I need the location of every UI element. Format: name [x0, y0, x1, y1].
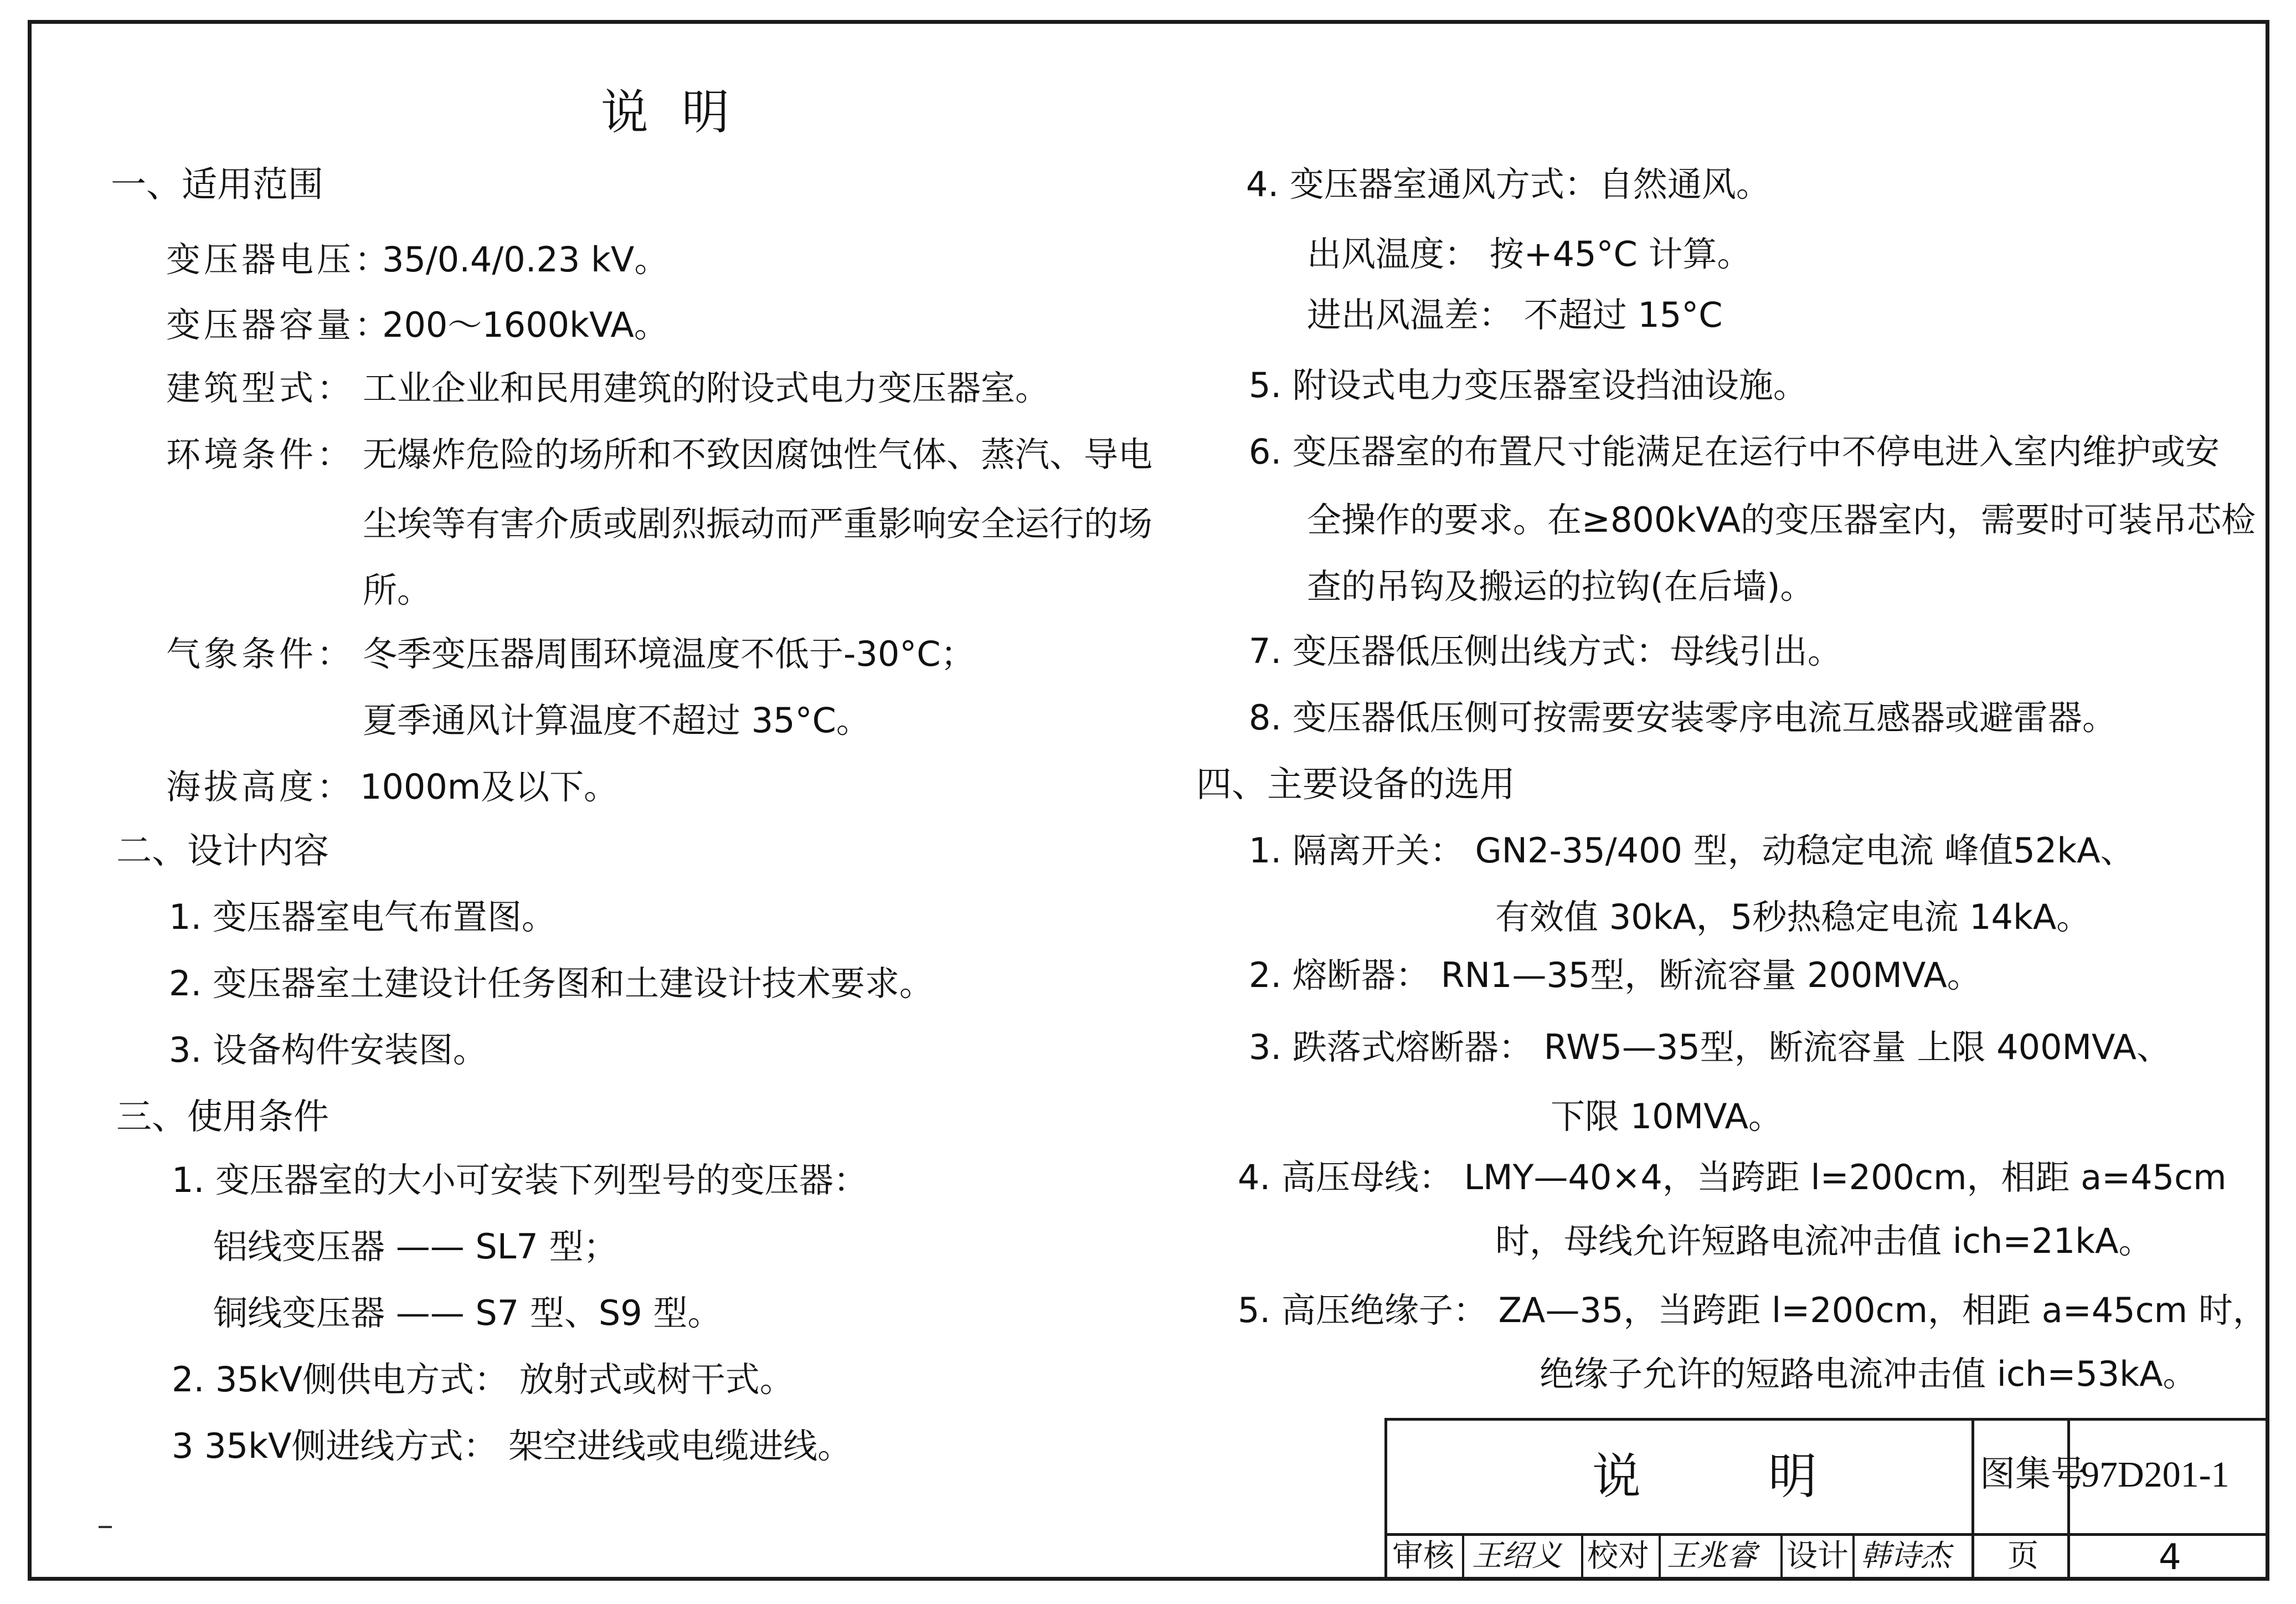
section-2-heading: 二、设计内容 [116, 831, 329, 872]
title-block-col-divider-1 [1971, 1418, 1974, 1581]
section-4-heading: 四、主要设备的选用 [1196, 764, 1515, 805]
building-label: 建筑型式： [166, 368, 355, 408]
voltage-value: 35/0.4/0.23 kV。 [382, 239, 669, 280]
usage-item-6-line-2: 全操作的要求。在≥800kVA的变压器室内，需要时可装吊芯检 [1307, 500, 2256, 540]
usage-item-4: 4. 变压器室通风方式：自然通风。 [1246, 164, 1770, 204]
atlas-number-label: 图集号 [1980, 1454, 2086, 1495]
env-line-3: 所。 [363, 570, 432, 610]
page-label: 页 [2007, 1538, 2038, 1574]
check-label: 校对 [1587, 1538, 1649, 1574]
review-label: 审核 [1392, 1538, 1454, 1574]
usage-item-8: 8. 变压器低压侧可按需要安装零序电流互感器或避雷器。 [1249, 697, 2117, 738]
design-signature: 韩诗杰 [1861, 1538, 1950, 1573]
env-label: 环境条件： [166, 434, 355, 475]
title-block-sig-divider-2 [1581, 1533, 1583, 1581]
climate-line-1: 冬季变压器周围环境温度不低于-30°C； [363, 634, 975, 674]
usage-item-7: 7. 变压器低压侧出线方式：母线引出。 [1249, 631, 1842, 671]
env-line-2: 尘埃等有害介质或剧烈振动而严重影响安全运行的场 [363, 503, 1153, 544]
section-3-heading: 三、使用条件 [116, 1097, 329, 1138]
section-1-heading: 一、适用范围 [111, 164, 323, 205]
usage-item-1: 1. 变压器室的大小可安装下列型号的变压器： [172, 1160, 868, 1200]
equip-item-1-line-1: 1. 隔离开关： GN2-35/400 型，动稳定电流 峰值52kA、 [1249, 830, 2135, 871]
atlas-number: 97D201-1 [2081, 1454, 2230, 1495]
climate-label: 气象条件： [166, 634, 355, 674]
equip-item-3-line-1: 3. 跌落式熔断器： RW5—35型，断流容量 上限 400MVA、 [1249, 1027, 2171, 1067]
capacity-value: 200～1600kVA。 [382, 305, 668, 345]
usage-item-6-line-3: 查的吊钩及搬运的拉钩(在后墙)。 [1307, 566, 1815, 606]
altitude-value: 1000m及以下。 [360, 767, 619, 807]
equip-item-3-line-2: 下限 10MVA。 [1551, 1096, 1783, 1137]
title-block-sig-divider-3 [1659, 1533, 1661, 1581]
env-line-1: 无爆炸危险的场所和不致因腐蚀性气体、蒸汽、导电 [363, 434, 1153, 475]
title-block-col-divider-2 [2067, 1418, 2070, 1581]
usage-item-4a: 出风温度： 按+45°C 计算。 [1307, 234, 1752, 274]
title-block-left-border [1384, 1418, 1387, 1581]
title-block-title: 说明 [1592, 1448, 1945, 1505]
equip-item-4-line-2: 时，母线允许短路电流冲击值 ich=21kA。 [1495, 1221, 2153, 1261]
usage-item-1a: 铝线变压器 —— SL7 型； [213, 1226, 618, 1267]
building-value: 工业企业和民用建筑的附设式电力变压器室。 [363, 368, 1050, 408]
capacity-label: 变压器容量： [166, 305, 393, 345]
equip-item-5-line-2: 绝缘子允许的短路电流冲击值 ich=53kA。 [1540, 1354, 2197, 1394]
stray-mark [99, 1526, 112, 1528]
climate-line-2: 夏季通风计算温度不超过 35°C。 [363, 700, 871, 741]
usage-item-3: 3 35kV侧进线方式： 架空进线或电缆进线。 [172, 1426, 852, 1466]
usage-item-4b: 进出风温差： 不超过 15°C [1307, 295, 1723, 335]
equip-item-4-line-1: 4. 高压母线： LMY—40×4，当跨距 l=200cm，相距 a=45cm [1238, 1157, 2227, 1197]
title-block-row-divider [1384, 1533, 2269, 1536]
title-block [1384, 1418, 2269, 1581]
title-block-top-border [1384, 1418, 2269, 1421]
usage-item-1b: 铜线变压器 —— S7 型、S9 型。 [213, 1293, 722, 1333]
equip-item-1-line-2: 有效值 30kA，5秒热稳定电流 14kA。 [1495, 897, 2091, 937]
design-label: 设计 [1787, 1538, 1849, 1574]
title-block-sig-divider-1 [1462, 1533, 1464, 1581]
usage-item-5: 5. 附设式电力变压器室设挡油设施。 [1249, 365, 1808, 405]
equip-item-2: 2. 熔断器： RN1—35型，断流容量 200MVA。 [1249, 955, 1981, 995]
usage-item-2: 2. 35kV侧供电方式： 放射式或树干式。 [172, 1359, 794, 1400]
design-item-2: 2. 变压器室土建设计任务图和土建设计技术要求。 [169, 963, 934, 1004]
design-item-3: 3. 设备构件安装图。 [169, 1030, 487, 1070]
check-signature: 王兆睿 [1667, 1538, 1757, 1573]
equip-item-5-line-1: 5. 高压绝缘子： ZA—35，当跨距 l=200cm，相距 a=45cm 时， [1238, 1290, 2267, 1330]
usage-item-6-line-1: 6. 变压器室的布置尺寸能满足在运行中不停电进入室内维护或安 [1249, 431, 2220, 472]
altitude-label: 海拔高度： [166, 767, 355, 807]
title-block-sig-divider-4 [1780, 1533, 1783, 1581]
title-block-sig-divider-5 [1852, 1533, 1855, 1581]
voltage-label: 变压器电压： [166, 239, 393, 280]
page-title: 说明 [601, 85, 763, 140]
review-signature: 王绍义 [1472, 1538, 1562, 1573]
page-number: 4 [2159, 1537, 2181, 1578]
design-item-1: 1. 变压器室电气布置图。 [169, 897, 556, 937]
